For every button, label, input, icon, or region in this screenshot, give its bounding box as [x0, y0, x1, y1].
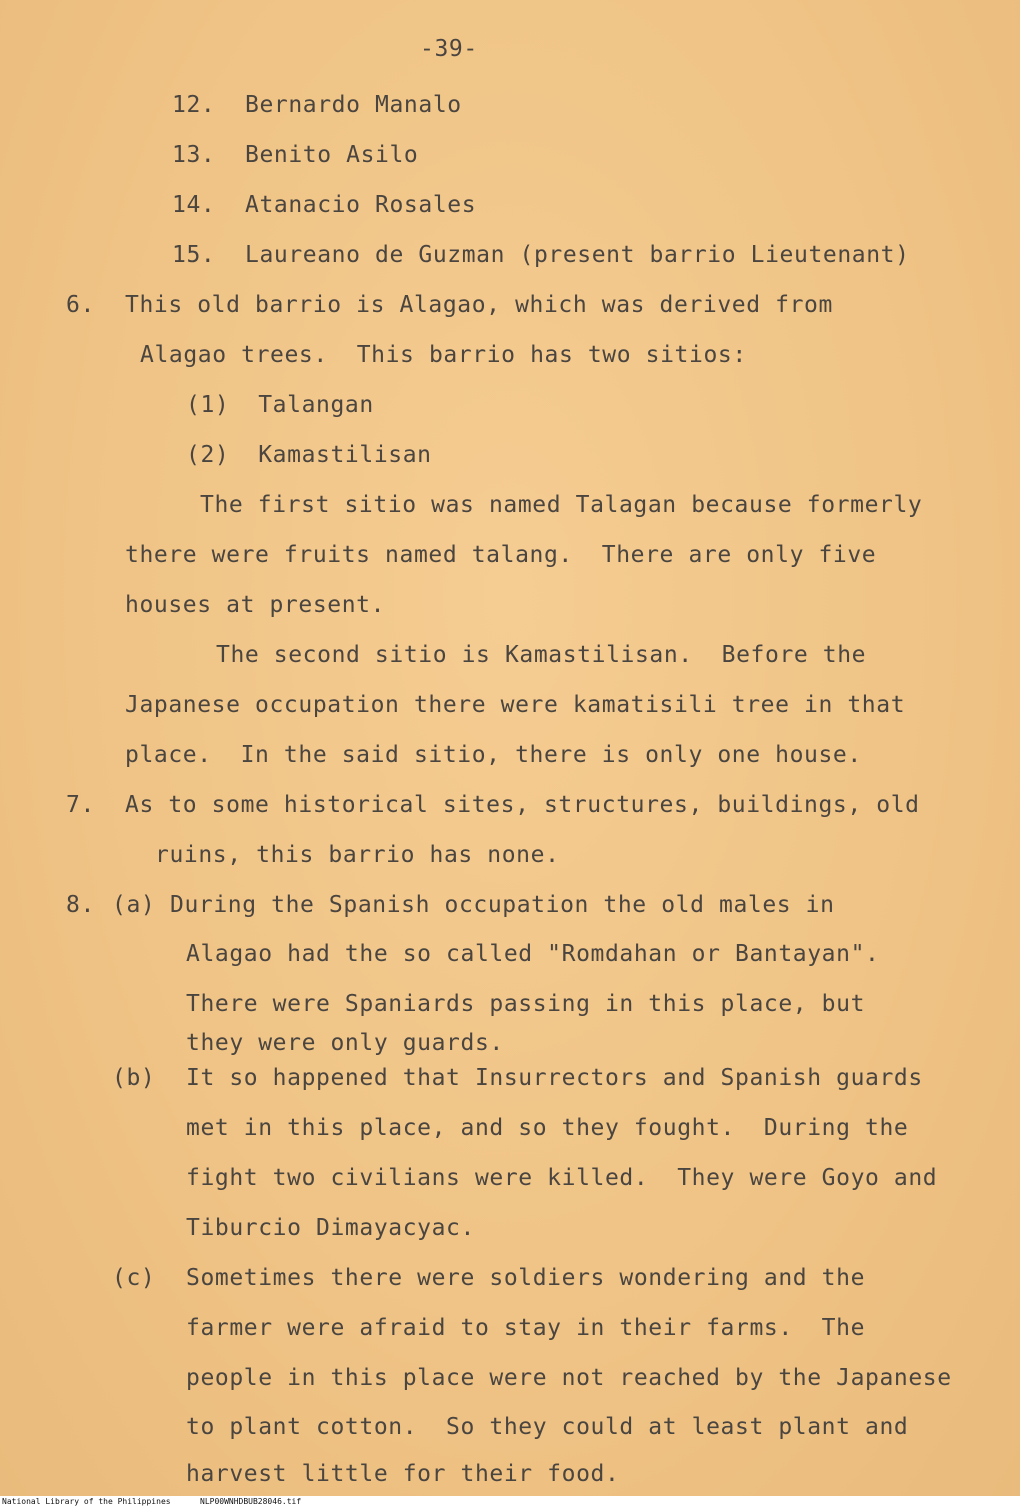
- sitio-item: (2) Kamastilisan: [186, 442, 432, 468]
- list-number: 15.: [172, 242, 216, 268]
- list-item: Atanacio Rosales: [245, 192, 477, 218]
- sub-line: people in this place were not reached by the Japanese: [186, 1365, 952, 1391]
- sub-line: to plant cotton. So they could at least plant and: [186, 1414, 909, 1440]
- sub-line: There were Spaniards passing in this place, but: [186, 991, 866, 1017]
- sub-line: Alagao had the so called "Romdahan or Bantayan".: [186, 941, 880, 967]
- sub-line: During the Spanish occupation the old males in: [170, 892, 835, 918]
- item-7-line: ruins, this barrio has none.: [155, 842, 560, 868]
- page-number: -39-: [420, 36, 478, 62]
- item-7-number: 7.: [66, 792, 95, 818]
- paragraph-line: The first sitio was named Talagan because formerly: [200, 492, 923, 518]
- paragraph-line: place. In the said sitio, there is only one house.: [125, 742, 862, 768]
- sub-label: (c): [112, 1265, 156, 1291]
- list-number: 13.: [172, 142, 216, 168]
- item-6-line: Alagao trees. This barrio has two sitios:: [140, 342, 747, 368]
- list-item: Laureano de Guzman (present barrio Lieutenant): [245, 242, 910, 268]
- sub-line: farmer were afraid to stay in their farms. The: [186, 1315, 866, 1341]
- footer-file: NLP00WNHDBUB28046.tif: [200, 1497, 302, 1506]
- item-6-line: This old barrio is Alagao, which was derived from: [125, 292, 833, 318]
- sub-line: Sometimes there were soldiers wondering and the: [186, 1265, 866, 1291]
- list-number: 14.: [172, 192, 216, 218]
- paragraph-line: houses at present.: [125, 592, 386, 618]
- list-item: Benito Asilo: [245, 142, 419, 168]
- sub-label: (a): [112, 892, 156, 918]
- list-number: 12.: [172, 92, 216, 118]
- scan-footer: [0, 1496, 1020, 1508]
- paragraph-line: The second sitio is Kamastilisan. Before the: [216, 642, 867, 668]
- item-8-number: 8.: [66, 892, 95, 918]
- list-item: Bernardo Manalo: [245, 92, 462, 118]
- sub-line: harvest little for their food.: [186, 1461, 620, 1487]
- sub-line: fight two civilians were killed. They were Goyo and: [186, 1165, 938, 1191]
- sub-line: It so happened that Insurrectors and Spanish guards: [186, 1065, 923, 1091]
- sitio-item: (1) Talangan: [186, 392, 374, 418]
- sub-line: Tiburcio Dimayacyac.: [186, 1215, 475, 1241]
- item-7-line: As to some historical sites, structures, buildings, old: [125, 792, 920, 818]
- sub-line: they were only guards.: [186, 1030, 504, 1056]
- footer-library: National Library of the Philippines: [2, 1497, 171, 1506]
- sub-line: met in this place, and so they fought. During the: [186, 1115, 909, 1141]
- item-6-number: 6.: [66, 292, 95, 318]
- paragraph-line: Japanese occupation there were kamatisili tree in that: [125, 692, 906, 718]
- sub-label: (b): [112, 1065, 156, 1091]
- paragraph-line: there were fruits named talang. There are only five: [125, 542, 877, 568]
